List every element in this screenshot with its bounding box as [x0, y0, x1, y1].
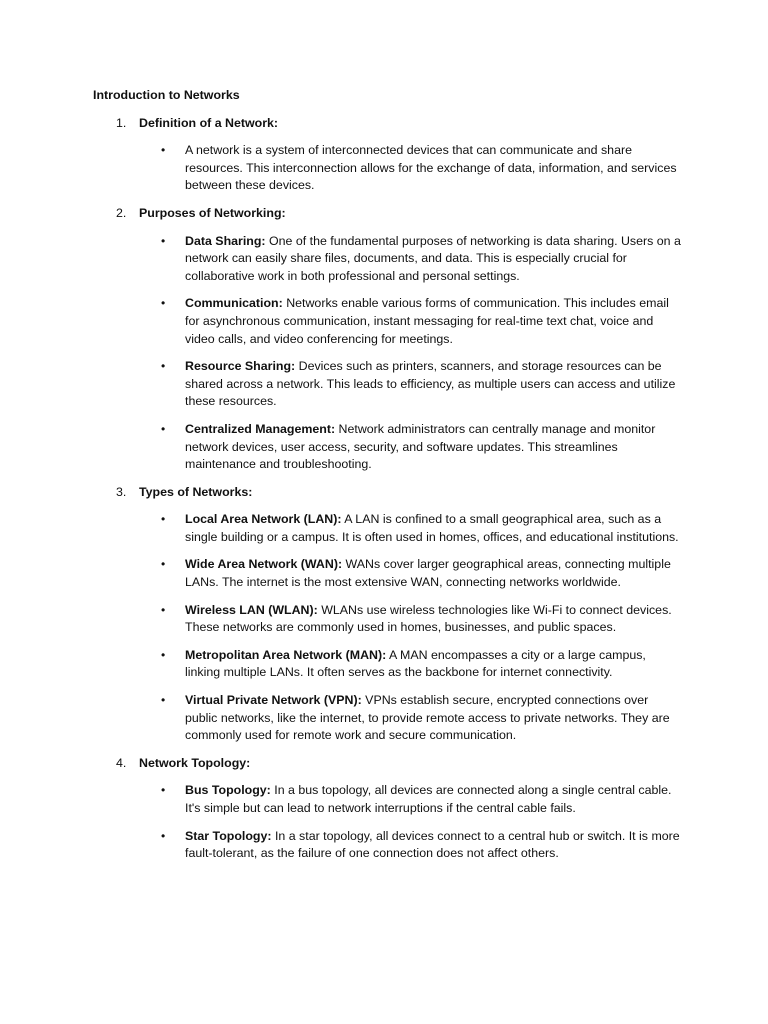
section-number: 3. [116, 484, 127, 499]
list-item [93, 358, 681, 411]
item-text: WLANs use wireless technologies like Wi-Fi to connect devices. These networks are commonly used in homes, businesses, and public spaces. [185, 602, 672, 635]
section-heading-text: Purposes of Networking: [139, 205, 286, 220]
section-topology [93, 755, 693, 863]
list-item [93, 602, 681, 637]
item-text: In a star topology, all devices connect to a central hub or switch. It is more fault-tolerant, as the failure of one connection does not affect others. [185, 828, 680, 861]
document-title: Introduction to Networks [93, 88, 240, 102]
list-item [93, 421, 681, 474]
list-item [93, 828, 681, 863]
bullet-icon: • [161, 557, 166, 572]
list-item [93, 233, 681, 286]
bullet-icon: • [161, 143, 166, 158]
list-item [93, 692, 681, 745]
item-text: A LAN is confined to a small geographical area, such as a single building or a campus. It is often used in homes, offices, and educational institutions. [185, 512, 679, 544]
item-term: Bus Topology: [185, 783, 271, 798]
list-item [93, 782, 681, 817]
section-purposes [93, 205, 693, 474]
section-heading-text: Types of Networks: [139, 484, 253, 499]
item-text: VPNs establish secure, encrypted connections over public networks, like the internet, to provide remote access to private networks. They are commonly used for remote work and secure communication. [185, 693, 670, 743]
item-term: Wide Area Network (WAN): [185, 557, 343, 572]
section-heading [93, 205, 693, 223]
section-heading-text: Definition of a Network: [139, 115, 279, 130]
section-types [93, 484, 693, 745]
section-number: 4. [116, 755, 127, 770]
list-item [93, 295, 681, 348]
item-text: WANs cover larger geographical areas, connecting multiple LANs. The internet is the most extensive WAN, connecting networks worldwide. [185, 557, 671, 590]
bullet-icon: • [161, 233, 166, 248]
bullet-icon: • [161, 421, 166, 436]
list-item [93, 647, 681, 682]
item-term: Metropolitan Area Network (MAN): [185, 647, 387, 662]
item-text: In a bus topology, all devices are connected along a single central cable. It's simple but can lead to network interruptions if the central cable fails. [185, 783, 672, 815]
item-term: Star Topology: [185, 828, 272, 843]
bullet-icon: • [161, 647, 166, 662]
item-text: A MAN encompasses a city or a large campus, linking multiple LANs. It often serves as the backbone for internet connectivity. [185, 647, 646, 680]
section-heading [93, 484, 693, 502]
bullet-icon: • [161, 602, 166, 617]
item-term: Wireless LAN (WLAN): [185, 602, 318, 617]
item-term: Virtual Private Network (VPN): [185, 693, 362, 708]
section-definition [93, 115, 693, 195]
item-term: Communication: [185, 296, 283, 311]
item-term: Resource Sharing: [185, 359, 296, 374]
list-item [93, 511, 681, 546]
bullet-icon: • [161, 512, 166, 527]
item-text: Devices such as printers, scanners, and storage resources can be shared across a network. This leads to efficiency, as multiple users can access and utilize these resources. [185, 359, 676, 409]
section-heading [93, 755, 693, 773]
item-text: Network administrators can centrally manage and monitor network devices, user access, security, and software updates. This streamlines maintenance and troubleshooting. [185, 421, 656, 472]
bullet-icon: • [161, 359, 166, 374]
section-number: 1. [116, 115, 127, 130]
section-number: 2. [116, 205, 127, 220]
item-term: Local Area Network (LAN): [185, 512, 342, 527]
bullet-icon: • [161, 828, 166, 843]
item-text: Networks enable various forms of communication. This includes email for asynchronous communication, instant messaging for real-time text chat, voice and video calls, and video conferencing for meetings. [185, 296, 669, 346]
list-item [93, 556, 681, 591]
bullet-icon: • [161, 693, 166, 708]
list-item [93, 142, 681, 195]
section-heading [93, 115, 693, 133]
item-text: One of the fundamental purposes of networking is data sharing. Users on a network can easily share files, documents, and data. This is especially crucial for collaborative work in both professional and personal settings. [185, 233, 681, 283]
item-text: A network is a system of interconnected devices that can communicate and share resources. This interconnection allows for the exchange of data, information, and services between these devices. [185, 143, 677, 193]
document-body [93, 87, 693, 873]
item-term: Centralized Management: [185, 421, 336, 436]
item-term: Data Sharing: [185, 233, 266, 248]
section-heading-text: Network Topology: [139, 755, 251, 770]
bullet-icon: • [161, 296, 166, 311]
bullet-icon: • [161, 783, 166, 798]
